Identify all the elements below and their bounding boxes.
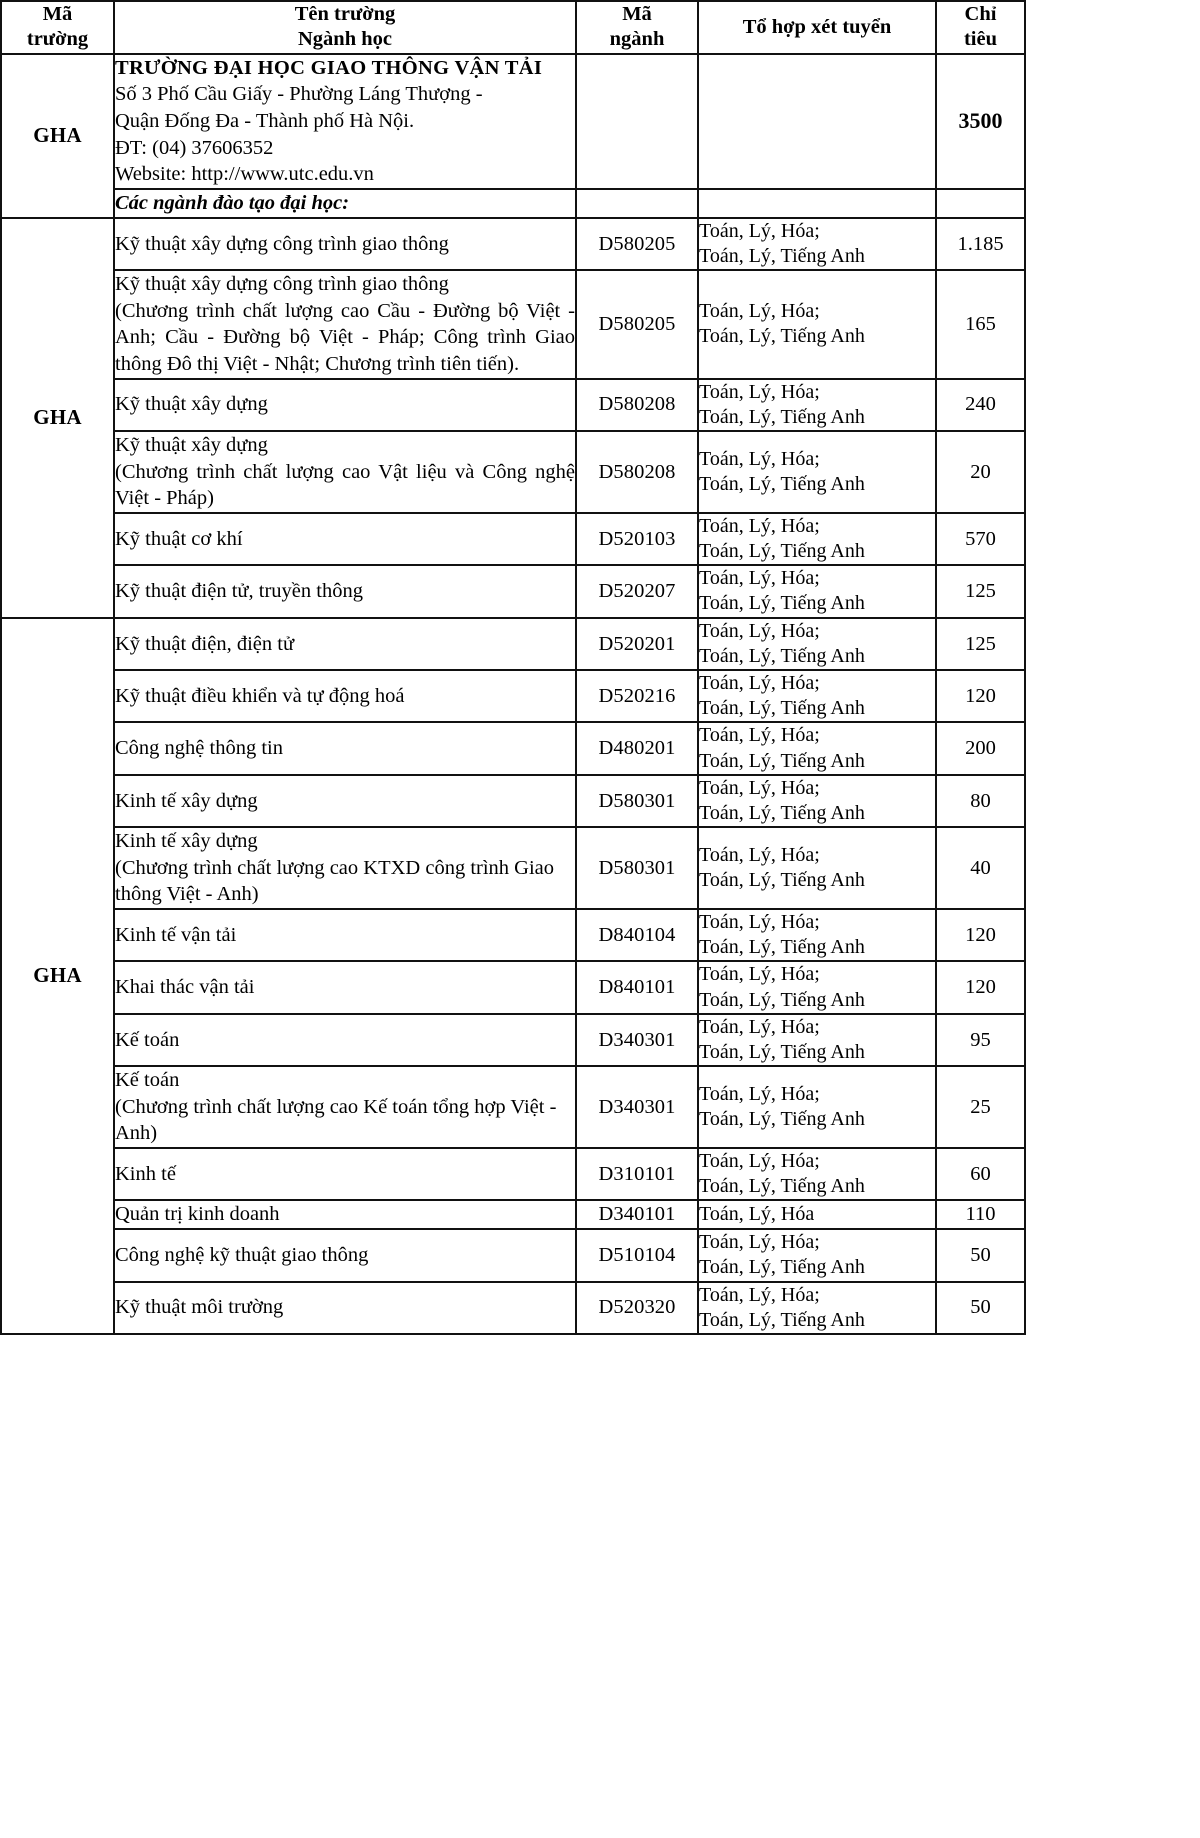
- combination-line: Toán, Lý, Hóa;: [699, 1231, 820, 1254]
- quota-cell: 120: [936, 670, 1025, 722]
- table-row: [1, 618, 1025, 670]
- header-school-code: [1, 1, 114, 54]
- major-code-cell: D520103: [576, 513, 698, 565]
- table-body: [1, 54, 1025, 1334]
- major-name-line: (Chương trình chất lượng cao Kế toán tổng hợp Việt - Anh): [115, 1095, 557, 1145]
- combination-cell: [698, 431, 936, 513]
- combination-cell: [698, 775, 936, 827]
- major-name-line: Kinh tế xây dựng: [115, 830, 258, 853]
- major-name-line: Kinh tế vận tải: [115, 923, 237, 946]
- section-label-text: Các ngành đào tạo đại học:: [115, 192, 350, 215]
- major-name-cell: [114, 1229, 576, 1281]
- combination-cell: [698, 270, 936, 379]
- quota-cell: 1.185: [936, 218, 1025, 270]
- header-school-code-line1: Mã: [42, 3, 73, 25]
- empty-cell: [936, 189, 1025, 218]
- section-label-cell: [114, 189, 576, 218]
- table-row: [1, 909, 1025, 961]
- header-name-line1: Tên trường: [294, 3, 396, 25]
- combination-line: Toán, Lý, Tiếng Anh: [699, 801, 865, 824]
- school-phone: ĐT: (04) 37606352: [115, 136, 274, 159]
- major-name-line: Kỹ thuật điện, điện tử: [115, 632, 295, 655]
- school-code-cell: GHA: [1, 618, 114, 1334]
- major-name-cell: [114, 379, 576, 431]
- combination-cell: [698, 565, 936, 617]
- combination-line: Toán, Lý, Hóa;: [699, 1150, 820, 1173]
- major-name-cell: [114, 909, 576, 961]
- major-name-cell: [114, 827, 576, 909]
- header-row: [1, 1, 1025, 54]
- empty-cell: [698, 189, 936, 218]
- major-name-cell: [114, 270, 576, 379]
- major-name-cell: [114, 431, 576, 513]
- empty-cell: [576, 54, 698, 189]
- quota-cell: 200: [936, 722, 1025, 774]
- combination-line: Toán, Lý, Hóa: [699, 1203, 815, 1226]
- combination-line: Toán, Lý, Tiếng Anh: [699, 1308, 865, 1331]
- school-name: TRƯỜNG ĐẠI HỌC GIAO THÔNG VẬN TẢI: [115, 56, 543, 79]
- header-major-code-line1: Mã: [622, 3, 652, 25]
- table-row: [1, 565, 1025, 617]
- major-name-line: Kế toán: [115, 1028, 180, 1051]
- major-name-line: Kỹ thuật cơ khí: [115, 527, 243, 550]
- combination-line: Toán, Lý, Hóa;: [699, 1015, 820, 1038]
- combination-line: Toán, Lý, Tiếng Anh: [699, 1256, 865, 1279]
- header-major-code: [576, 1, 698, 54]
- major-code-cell: D520216: [576, 670, 698, 722]
- combination-line: Toán, Lý, Hóa;: [699, 843, 820, 866]
- major-code-cell: D520320: [576, 1282, 698, 1334]
- combination-line: Toán, Lý, Hóa;: [699, 963, 820, 986]
- combination-cell: [698, 218, 936, 270]
- combination-line: Toán, Lý, Tiếng Anh: [699, 244, 865, 267]
- major-name-cell: [114, 1200, 576, 1229]
- quota-cell: 110: [936, 1200, 1025, 1229]
- major-name-line: Quản trị kinh doanh: [115, 1203, 280, 1226]
- quota-cell: 60: [936, 1148, 1025, 1200]
- school-code-cell: GHA: [1, 218, 114, 618]
- header-quota: [936, 1, 1025, 54]
- table-row: [1, 431, 1025, 513]
- major-code-cell: D520201: [576, 618, 698, 670]
- major-name-line: Kỹ thuật xây dựng: [115, 393, 268, 416]
- table-row: [1, 961, 1025, 1013]
- quota-cell: 80: [936, 775, 1025, 827]
- major-code-cell: D580205: [576, 270, 698, 379]
- header-name-line2: Ngành học: [298, 28, 392, 51]
- major-code-cell: D310101: [576, 1148, 698, 1200]
- major-name-line: (Chương trình chất lượng cao Vật liệu và Công nghệ Việt - Pháp): [115, 460, 575, 510]
- table-row: [1, 1014, 1025, 1066]
- combination-line: Toán, Lý, Tiếng Anh: [699, 325, 865, 348]
- combination-line: Toán, Lý, Hóa;: [699, 447, 820, 470]
- table-row: [1, 513, 1025, 565]
- combination-cell: [698, 1014, 936, 1066]
- major-name-line: Công nghệ kỹ thuật giao thông: [115, 1243, 369, 1266]
- major-code-cell: D340301: [576, 1014, 698, 1066]
- table-row: [1, 218, 1025, 270]
- major-name-cell: [114, 513, 576, 565]
- major-name-cell: [114, 670, 576, 722]
- major-name-cell: [114, 1282, 576, 1334]
- quota-cell: 50: [936, 1229, 1025, 1281]
- quota-cell: 570: [936, 513, 1025, 565]
- combination-cell: [698, 513, 936, 565]
- major-name-cell: [114, 1014, 576, 1066]
- quota-cell: 95: [936, 1014, 1025, 1066]
- school-info-row: [1, 54, 1025, 189]
- combination-line: Toán, Lý, Tiếng Anh: [699, 697, 865, 720]
- section-label-row: [1, 189, 1025, 218]
- major-name-cell: [114, 618, 576, 670]
- major-name-cell: [114, 722, 576, 774]
- empty-cell: [698, 54, 936, 189]
- combination-cell: [698, 1282, 936, 1334]
- table-row: [1, 1066, 1025, 1148]
- combination-cell: [698, 1200, 936, 1229]
- header-school-code-line2: trường: [26, 28, 89, 51]
- major-name-cell: [114, 218, 576, 270]
- combination-line: Toán, Lý, Tiếng Anh: [699, 540, 865, 563]
- table-row: [1, 775, 1025, 827]
- combination-line: Toán, Lý, Hóa;: [699, 567, 820, 590]
- school-website: Website: http://www.utc.edu.vn: [115, 163, 374, 186]
- major-name-cell: [114, 775, 576, 827]
- school-address-line-1: Số 3 Phố Cầu Giấy - Phường Láng Thượng -: [115, 83, 483, 106]
- table-row: [1, 1229, 1025, 1281]
- combination-cell: [698, 909, 936, 961]
- header-major-code-line2: ngành: [609, 28, 665, 51]
- combination-line: Toán, Lý, Hóa;: [699, 724, 820, 747]
- table-row: [1, 1200, 1025, 1229]
- quota-cell: 20: [936, 431, 1025, 513]
- combination-line: Toán, Lý, Hóa;: [699, 672, 820, 695]
- header-quota-line2: tiêu: [963, 28, 998, 51]
- major-name-line: Kỹ thuật xây dựng công trình giao thông: [115, 273, 449, 296]
- major-code-cell: D840101: [576, 961, 698, 1013]
- quota-cell: 120: [936, 961, 1025, 1013]
- header-quota-line1: Chỉ: [964, 3, 997, 25]
- header-combination-line1: Tổ hợp xét tuyển: [742, 15, 892, 38]
- quota-cell: 25: [936, 1066, 1025, 1148]
- quota-cell: 125: [936, 618, 1025, 670]
- combination-cell: [698, 961, 936, 1013]
- major-code-cell: D580205: [576, 218, 698, 270]
- total-quota-cell: 3500: [936, 54, 1025, 189]
- quota-cell: 50: [936, 1282, 1025, 1334]
- table-row: [1, 827, 1025, 909]
- combination-line: Toán, Lý, Tiếng Anh: [699, 988, 865, 1011]
- major-name-cell: [114, 1148, 576, 1200]
- combination-line: Toán, Lý, Hóa;: [699, 1283, 820, 1306]
- major-name-cell: [114, 565, 576, 617]
- combination-line: Toán, Lý, Hóa;: [699, 1082, 820, 1105]
- table-row: [1, 1282, 1025, 1334]
- quota-cell: 240: [936, 379, 1025, 431]
- combination-cell: [698, 379, 936, 431]
- combination-cell: [698, 618, 936, 670]
- combination-line: Toán, Lý, Hóa;: [699, 219, 820, 242]
- major-code-cell: D510104: [576, 1229, 698, 1281]
- table-row: [1, 379, 1025, 431]
- combination-line: Toán, Lý, Hóa;: [699, 380, 820, 403]
- major-name-line: Công nghệ thông tin: [115, 737, 283, 760]
- empty-cell: [576, 189, 698, 218]
- combination-line: Toán, Lý, Hóa;: [699, 514, 820, 537]
- table-row: [1, 1148, 1025, 1200]
- combination-cell: [698, 1148, 936, 1200]
- quota-cell: 125: [936, 565, 1025, 617]
- major-name-line: Kỹ thuật xây dựng: [115, 433, 268, 456]
- quota-cell: 165: [936, 270, 1025, 379]
- table-header: [1, 1, 1025, 54]
- major-code-cell: D580301: [576, 775, 698, 827]
- major-code-cell: D840104: [576, 909, 698, 961]
- combination-line: Toán, Lý, Tiếng Anh: [699, 869, 865, 892]
- school-code-cell: GHA: [1, 54, 114, 218]
- combination-line: Toán, Lý, Hóa;: [699, 911, 820, 934]
- major-name-line: Khai thác vận tải: [115, 976, 255, 999]
- combination-cell: [698, 670, 936, 722]
- major-code-cell: D580208: [576, 431, 698, 513]
- combination-line: Toán, Lý, Tiếng Anh: [699, 405, 865, 428]
- combination-line: Toán, Lý, Tiếng Anh: [699, 936, 865, 959]
- table-row: [1, 722, 1025, 774]
- quota-cell: 120: [936, 909, 1025, 961]
- combination-line: Toán, Lý, Tiếng Anh: [699, 749, 865, 772]
- major-code-cell: D580208: [576, 379, 698, 431]
- major-name-line: (Chương trình chất lượng cao KTXD công trình Giao thông Việt - Anh): [115, 856, 555, 906]
- major-name-line: Kỹ thuật điện tử, truyền thông: [115, 580, 363, 603]
- combination-line: Toán, Lý, Hóa;: [699, 619, 820, 642]
- header-name: [114, 1, 576, 54]
- quota-cell: 40: [936, 827, 1025, 909]
- combination-cell: [698, 1229, 936, 1281]
- combination-line: Toán, Lý, Tiếng Anh: [699, 1175, 865, 1198]
- major-name-line: (Chương trình chất lượng cao Cầu - Đường bộ Việt - Anh; Cầu - Đường bộ Việt - Pháp; Công trình Giao thông Đô thị Việt - Nhật; Chương trình tiên tiến).: [115, 299, 575, 375]
- major-code-cell: D480201: [576, 722, 698, 774]
- school-address-line-2: Quận Đống Đa - Thành phố Hà Nội.: [115, 110, 415, 133]
- combination-line: Toán, Lý, Tiếng Anh: [699, 592, 865, 615]
- major-name-line: Kỹ thuật xây dựng công trình giao thông: [115, 232, 449, 255]
- major-code-cell: D340301: [576, 1066, 698, 1148]
- combination-cell: [698, 827, 936, 909]
- major-name-line: Kinh tế xây dựng: [115, 789, 258, 812]
- combination-line: Toán, Lý, Hóa;: [699, 300, 820, 323]
- combination-line: Toán, Lý, Tiếng Anh: [699, 472, 865, 495]
- major-code-cell: D520207: [576, 565, 698, 617]
- table-row: [1, 270, 1025, 379]
- major-name-line: Kỹ thuật điều khiển và tự động hoá: [115, 684, 405, 707]
- header-combination: [698, 1, 936, 54]
- combination-line: Toán, Lý, Tiếng Anh: [699, 1108, 865, 1131]
- major-code-cell: D580301: [576, 827, 698, 909]
- combination-cell: [698, 1066, 936, 1148]
- combination-line: Toán, Lý, Tiếng Anh: [699, 644, 865, 667]
- major-name-line: Kế toán: [115, 1069, 180, 1092]
- combination-line: Toán, Lý, Tiếng Anh: [699, 1041, 865, 1063]
- school-info-cell: [114, 54, 576, 189]
- major-name-cell: [114, 961, 576, 1013]
- major-name-cell: [114, 1066, 576, 1148]
- major-name-line: Kỹ thuật môi trường: [115, 1296, 284, 1319]
- major-code-cell: D340101: [576, 1200, 698, 1229]
- combination-cell: [698, 722, 936, 774]
- table-row: [1, 670, 1025, 722]
- combination-line: Toán, Lý, Hóa;: [699, 776, 820, 799]
- major-name-line: Kinh tế: [115, 1162, 176, 1185]
